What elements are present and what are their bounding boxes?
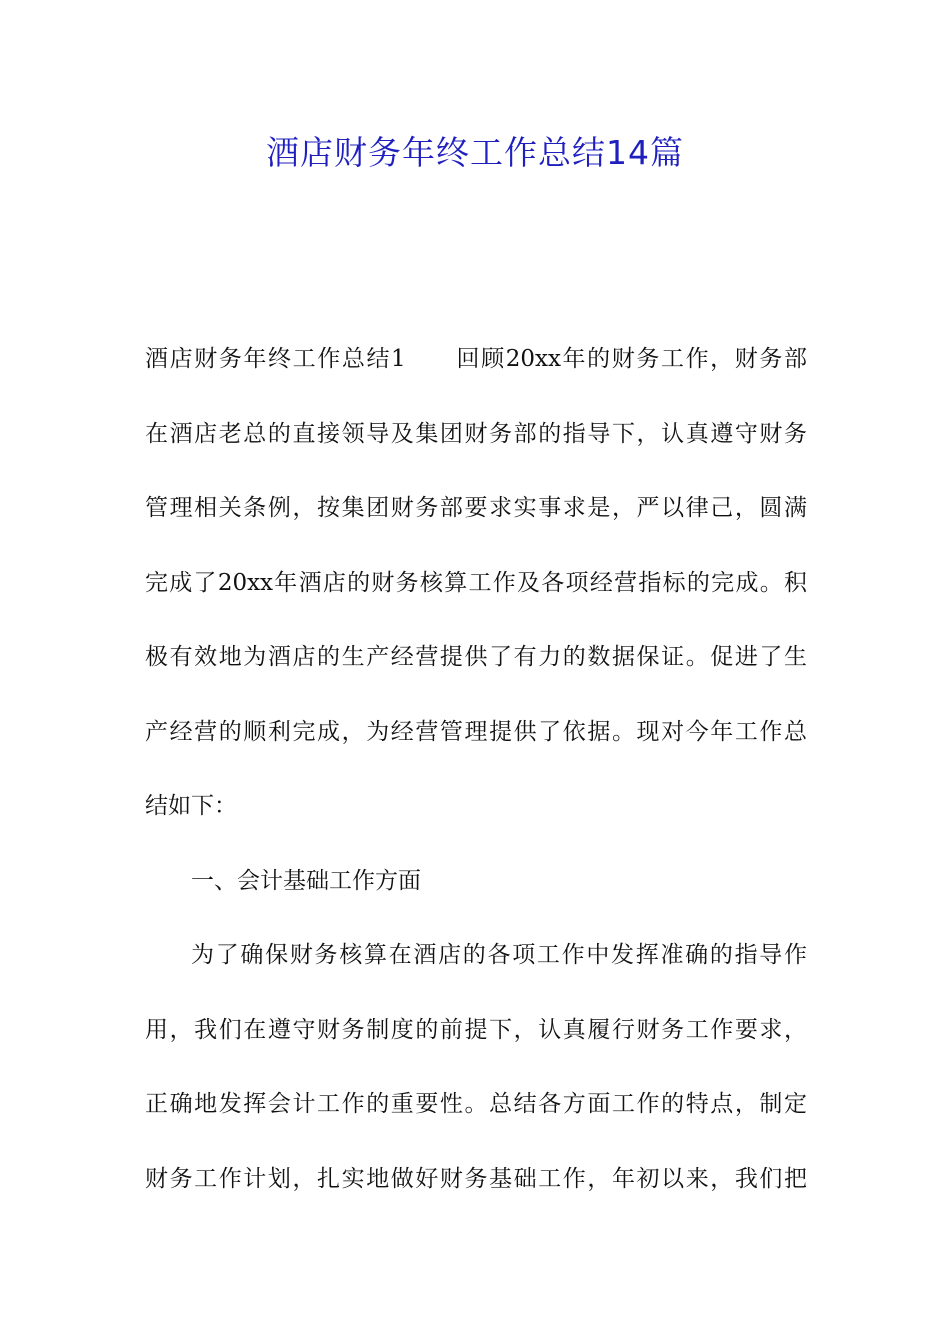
body-line: 正确地发挥会计工作的重要性。总结各方面工作的特点，制定 bbox=[145, 1091, 807, 1117]
body-line: 管理相关条例，按集团财务部要求实事求是，严以律己，圆满 bbox=[145, 495, 807, 521]
body-line: 财务工作计划，扎实地做好财务基础工作，年初以来，我们把 bbox=[145, 1165, 807, 1192]
body-line: 酒店财务年终工作总结1 回顾20xx年的财务工作，财务部 bbox=[145, 346, 807, 372]
body-line: 为了确保财务核算在酒店的各项工作中发挥准确的指导作 bbox=[191, 942, 807, 968]
body-line: 用，我们在遵守财务制度的前提下，认真履行财务工作要求， bbox=[145, 1016, 807, 1043]
document-title: 酒店财务年终工作总结14篇 bbox=[266, 133, 684, 172]
body-line: 极有效地为酒店的生产经营提供了有力的数据保证。促进了生 bbox=[145, 644, 807, 670]
body-line: 在酒店老总的直接领导及集团财务部的指导下，认真遵守财务 bbox=[145, 420, 807, 447]
document-body bbox=[145, 336, 807, 1230]
body-line: 结如下： bbox=[145, 793, 237, 819]
section-heading: 一、会计基础工作方面 bbox=[191, 867, 421, 894]
body-line: 完成了20xx年酒店的财务核算工作及各项经营指标的完成。积 bbox=[145, 569, 807, 596]
body-line: 产经营的顺利完成，为经营管理提供了依据。现对今年工作总 bbox=[145, 718, 807, 745]
